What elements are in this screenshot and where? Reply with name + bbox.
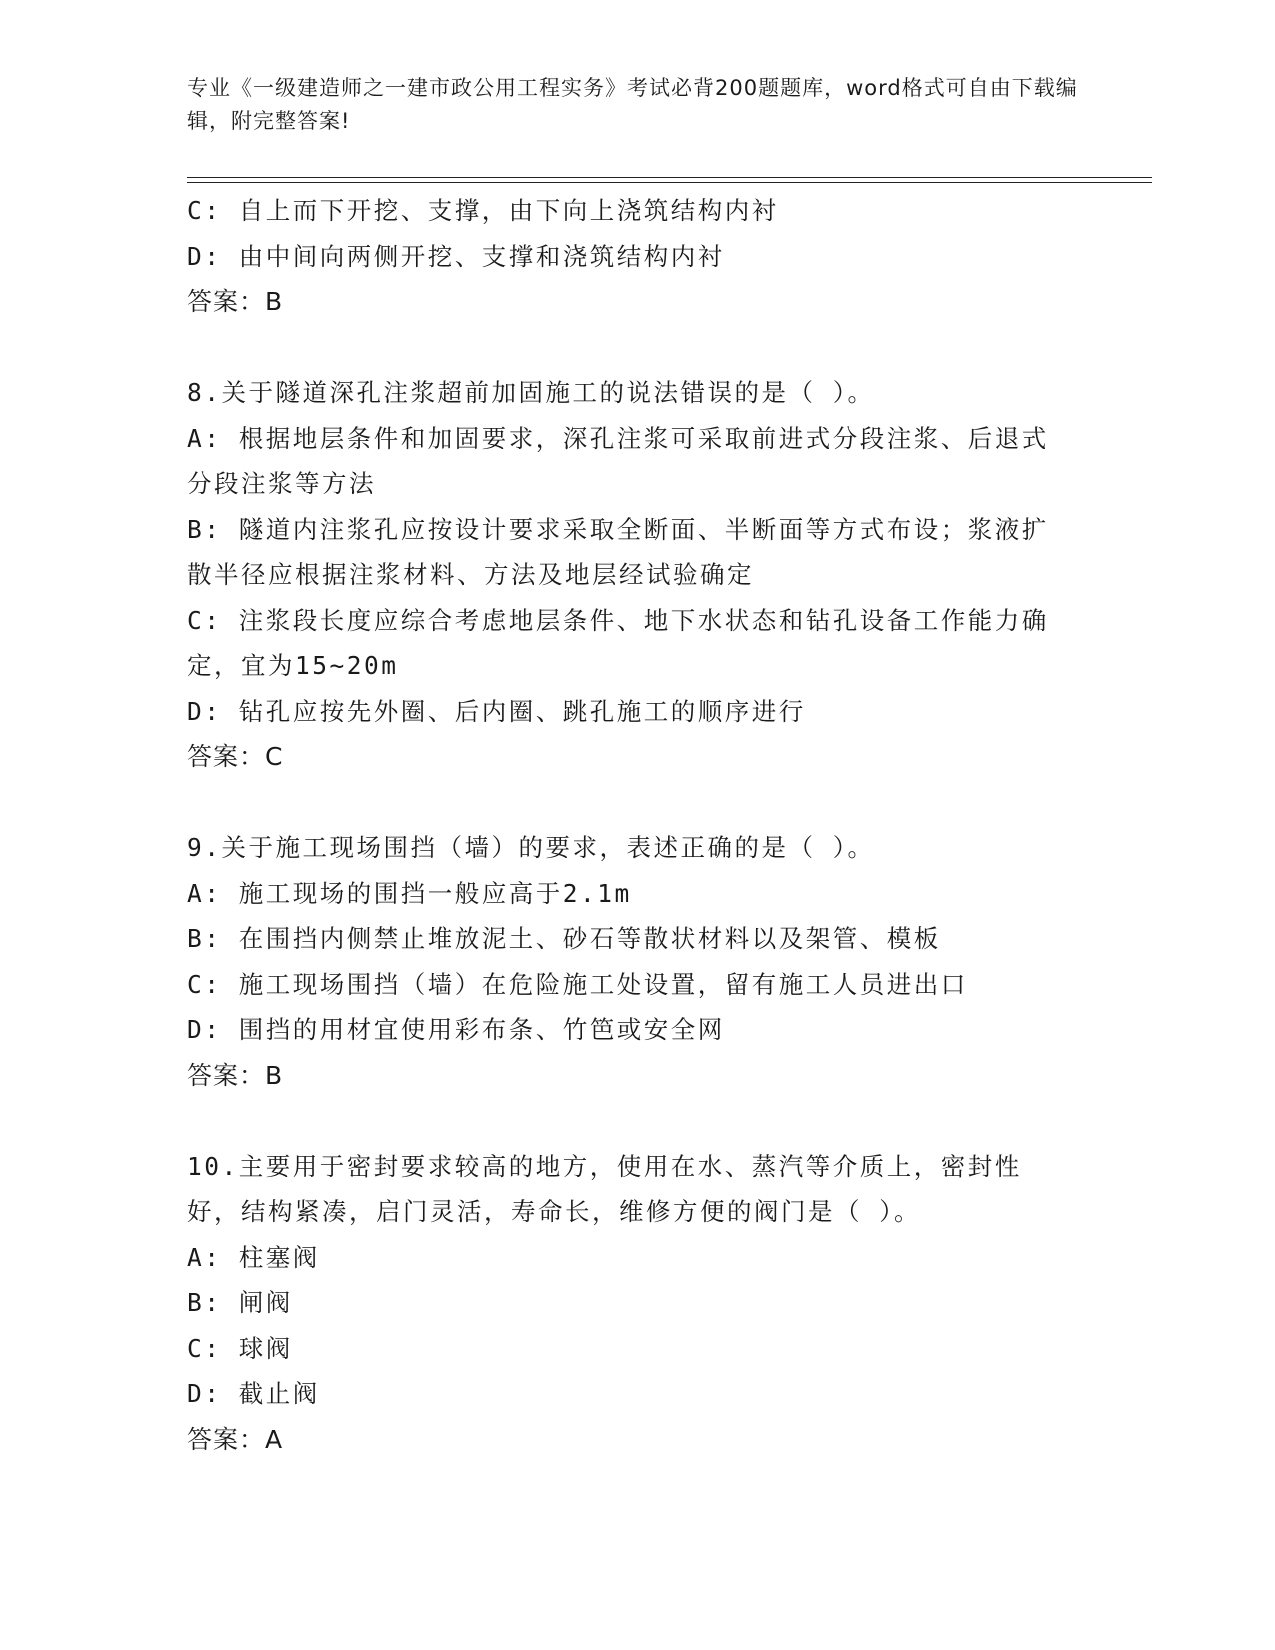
option-text: 隧道内注浆孔应按设计要求采取全断面、半断面等方式布设；浆液扩散半径应根据注浆材料、方法及地层经试验确定 (187, 514, 1049, 589)
question-block (187, 825, 1067, 1098)
document-header (187, 72, 1087, 138)
header-title: 专业《一级建造师之一建市政公用工程实务》考试必背200题题库，word格式可自由下载编辑，附完整答案! (187, 76, 1078, 133)
header-divider-top (187, 177, 1152, 178)
option-letter: A: (187, 878, 222, 908)
option-text: 自上而下开挖、支撑，由下向上浇筑结构内衬 (238, 196, 779, 225)
option-text: 根据地层条件和加固要求，深孔注浆可采取前进式分段注浆、后退式分段注浆等方法 (187, 423, 1049, 498)
option-b (187, 507, 1067, 598)
question-block (187, 1144, 1067, 1463)
option-letter: D: (187, 1015, 222, 1044)
answer-value: A (265, 1424, 284, 1454)
option-text: 球阀 (238, 1333, 293, 1363)
option-letter: D: (187, 1379, 222, 1408)
option-a (187, 416, 1067, 507)
answer-value: C (265, 742, 284, 771)
option-c (187, 1326, 1067, 1372)
option-text: 由中间向两侧开挖、支撑和浇筑结构内衬 (238, 241, 725, 271)
option-letter: B: (187, 924, 222, 953)
option-c (187, 188, 1067, 234)
question-stem: 10.主要用于密封要求较高的地方，使用在水、蒸汽等介质上，密封性好，结构紧凑，启门灵活，寿命长，维修方便的阀门是（ ）。 (187, 1151, 1022, 1226)
option-b (187, 1280, 1067, 1326)
option-letter: C: (187, 1333, 222, 1363)
option-d (187, 234, 1067, 280)
option-text: 柱塞阀 (238, 1242, 320, 1272)
question-block (187, 370, 1067, 780)
option-text: 围挡的用材宜使用彩布条、竹笆或安全网 (238, 1015, 725, 1044)
answer-value: B (265, 287, 284, 316)
option-text: 施工现场的围挡一般应高于2.1m (238, 878, 632, 908)
answer-line (187, 1053, 1067, 1099)
question-content (187, 188, 1067, 1462)
answer-label: 答案： (187, 742, 266, 771)
option-letter: B: (187, 514, 222, 544)
option-text: 注浆段长度应综合考虑地层条件、地下水状态和钻孔设备工作能力确定，宜为15~20m (187, 605, 1049, 680)
option-letter: D: (187, 241, 222, 271)
option-a (187, 871, 1067, 917)
option-d (187, 689, 1067, 735)
option-d (187, 1371, 1067, 1417)
continued-question (187, 188, 1067, 325)
option-b (187, 916, 1067, 962)
answer-label: 答案： (187, 287, 266, 316)
answer-value: B (265, 1060, 284, 1090)
answer-line (187, 734, 1067, 780)
option-letter: C: (187, 196, 222, 225)
option-text: 在围挡内侧禁止堆放泥土、砂石等散状材料以及架管、模板 (238, 924, 941, 953)
option-a (187, 1235, 1067, 1281)
spacer (187, 325, 1067, 371)
option-letter: C: (187, 969, 222, 999)
option-text: 截止阀 (238, 1379, 320, 1408)
header-divider-bottom (187, 182, 1152, 183)
answer-label: 答案： (187, 1060, 266, 1090)
option-letter: A: (187, 423, 222, 453)
option-c (187, 962, 1067, 1008)
answer-line (187, 1417, 1067, 1463)
question-stem: 9.关于施工现场围挡（墙）的要求，表述正确的是（ ）。 (187, 833, 875, 862)
option-text: 闸阀 (238, 1288, 293, 1317)
option-letter: C: (187, 605, 222, 635)
spacer (187, 780, 1067, 826)
answer-label: 答案： (187, 1424, 266, 1454)
option-letter: B: (187, 1288, 222, 1317)
option-text: 钻孔应按先外圈、后内圈、跳孔施工的顺序进行 (238, 696, 806, 726)
option-d (187, 1007, 1067, 1053)
option-letter: D: (187, 696, 222, 726)
option-text: 施工现场围挡（墙）在危险施工处设置，留有施工人员进出口 (238, 969, 968, 999)
spacer (187, 1098, 1067, 1144)
question-stem: 8.关于隧道深孔注浆超前加固施工的说法错误的是（ ）。 (187, 378, 875, 407)
option-letter: A: (187, 1242, 222, 1272)
answer-line (187, 279, 1067, 325)
option-c (187, 598, 1067, 689)
